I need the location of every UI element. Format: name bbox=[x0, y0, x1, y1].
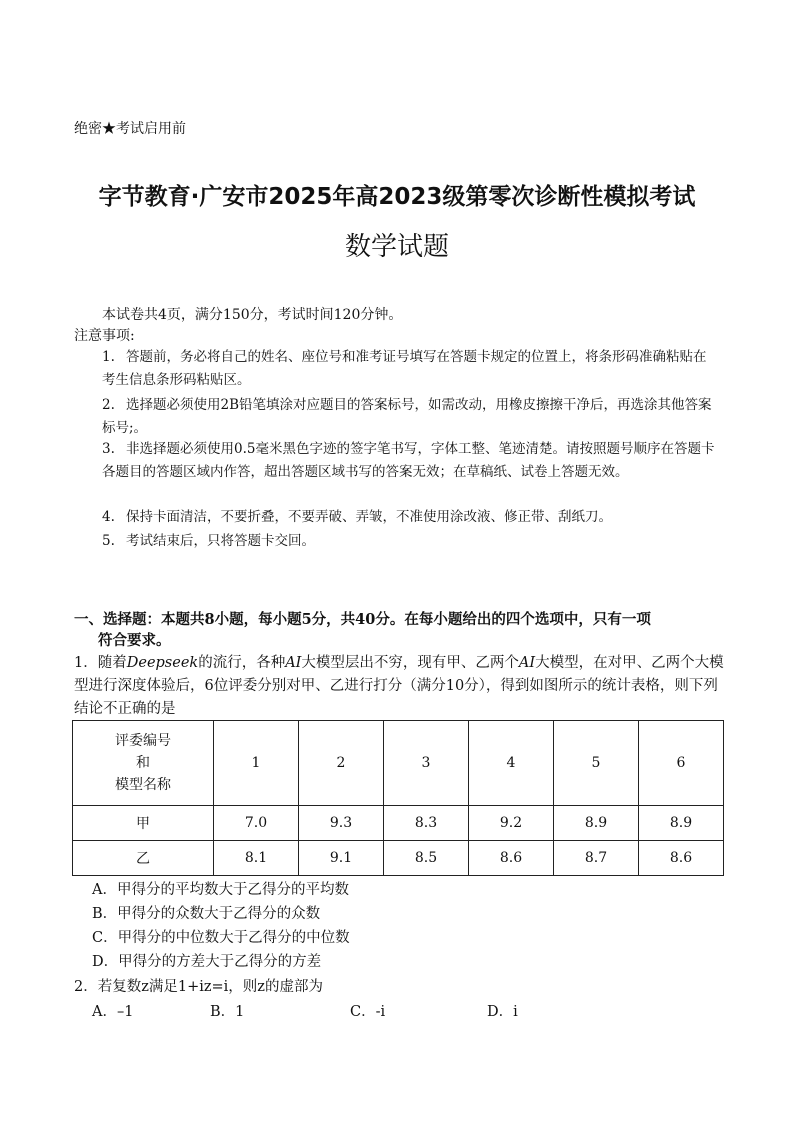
table-header-corner: 评委编号 和 模型名称 bbox=[73, 721, 214, 806]
exam-intro: 本试卷共4页，满分150分，考试时间120分钟。 bbox=[102, 307, 403, 323]
table-header-cell: 5 bbox=[554, 721, 639, 806]
table-cell: 9.3 bbox=[299, 806, 384, 841]
notice-item bbox=[102, 438, 718, 484]
notice-item-number: 1. bbox=[102, 349, 115, 365]
table-header-cell: 3 bbox=[384, 721, 469, 806]
q2-option-d: D．i bbox=[487, 1004, 518, 1020]
table-cell: 9.2 bbox=[469, 806, 554, 841]
notice-item-text: 非选择题必须使用0.5毫米黑色字迹的签字笔书写，字体工整、笔迹清楚。请按照题号顺序在答题卡各题目的答题区域内作答，超出答题区域书写的答案无效；在草稿纸、试卷上答题无效。 bbox=[102, 441, 715, 480]
table-row-label: 乙 bbox=[73, 841, 214, 876]
notice-item-text: 答题前，务必将自己的姓名、座位号和准考证号填写在答题卡规定的位置上，将条形码准确粘贴在考生信息条形码粘贴区。 bbox=[102, 349, 707, 388]
q1-option-d: D．甲得分的方差大于乙得分的方差 bbox=[92, 954, 322, 970]
notice-item bbox=[102, 394, 718, 440]
score-table bbox=[72, 720, 724, 876]
notice-item-text: 保持卡面清洁，不要折叠，不要弄破、弄皱，不准使用涂改液、修正带、刮纸刀。 bbox=[126, 509, 612, 525]
q1-option-c: C．甲得分的中位数大于乙得分的中位数 bbox=[92, 930, 350, 946]
q2-option-a: A．–1 bbox=[92, 1004, 134, 1020]
q1-option-b: B．甲得分的众数大于乙得分的众数 bbox=[92, 906, 321, 922]
notice-item-number: 5. bbox=[102, 533, 115, 549]
table-row bbox=[73, 806, 724, 841]
notice-item-number: 2. bbox=[102, 397, 115, 413]
table-header-cell: 2 bbox=[299, 721, 384, 806]
table-header-cell: 6 bbox=[639, 721, 724, 806]
notice-item-number: 3. bbox=[102, 441, 115, 457]
table-header-cell: 1 bbox=[214, 721, 299, 806]
question-2-stem: 2．若复数z满足1+iz=i，则z的虚部为 bbox=[74, 979, 323, 995]
notice-heading: 注意事项: bbox=[74, 328, 135, 344]
notice-item bbox=[102, 346, 718, 392]
table-header-row bbox=[73, 721, 724, 806]
question-1-stem: 1．随着Deepseek的流行，各种AI大模型层出不穷，现有甲、乙两个AI大模型，在对甲、乙两个大模型进行深度体验后，6位评委分别对甲、乙进行打分（满分10分），得到如图所示的统计表格，则下列结论不正确的是 bbox=[74, 655, 724, 717]
notice-item bbox=[102, 530, 718, 553]
notice-item-number: 4. bbox=[102, 509, 115, 525]
table-row-label: 甲 bbox=[73, 806, 214, 841]
exam-title: 字节教育·广安市2025年高2023级第零次诊断性模拟考试 bbox=[98, 184, 696, 210]
table-cell: 8.9 bbox=[639, 806, 724, 841]
table-cell: 8.6 bbox=[469, 841, 554, 876]
table-cell: 8.7 bbox=[554, 841, 639, 876]
notice-item-text: 考试结束后，只将答题卡交回。 bbox=[126, 533, 315, 549]
table-cell: 8.6 bbox=[639, 841, 724, 876]
table-header-cell: 4 bbox=[469, 721, 554, 806]
table-cell: 8.5 bbox=[384, 841, 469, 876]
confidential-label: 绝密★考试启用前 bbox=[74, 121, 186, 137]
table-cell: 8.1 bbox=[214, 841, 299, 876]
q2-option-c: C．-i bbox=[350, 1004, 386, 1020]
q1-option-a: A．甲得分的平均数大于乙得分的平均数 bbox=[92, 882, 349, 898]
table-row bbox=[73, 841, 724, 876]
table-cell: 8.9 bbox=[554, 806, 639, 841]
notice-item bbox=[102, 506, 718, 529]
notice-item-text: 选择题必须使用2B铅笔填涂对应题目的答案标号，如需改动，用橡皮擦擦干净后，再选涂其他答案标号;。 bbox=[102, 397, 712, 436]
table-cell: 9.1 bbox=[299, 841, 384, 876]
section-heading-cont: 符合要求。 bbox=[98, 632, 171, 649]
section-heading: 一、选择题：本题共8小题，每小题5分，共40分。在每小题给出的四个选项中，只有一项 bbox=[74, 611, 651, 628]
exam-subtitle: 数学试题 bbox=[344, 232, 449, 262]
q2-option-b: B．1 bbox=[210, 1004, 245, 1020]
table-cell: 8.3 bbox=[384, 806, 469, 841]
table-cell: 7.0 bbox=[214, 806, 299, 841]
